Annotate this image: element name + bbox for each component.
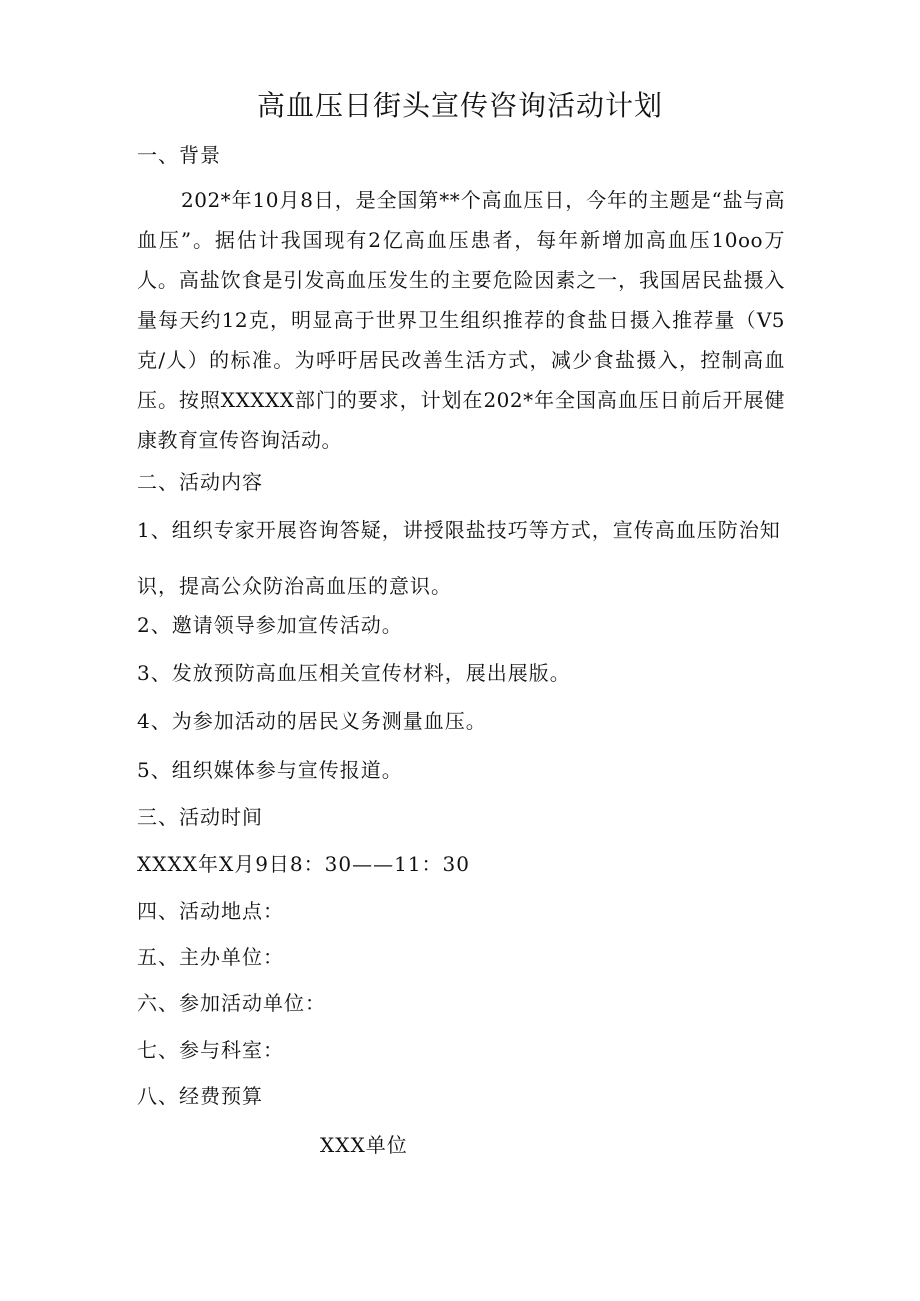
content-item-3: 3、发放预防高血压相关宣传材料，展出展版。	[137, 661, 571, 685]
activity-time-value: XXXX年X月9日8：30——11：30	[137, 852, 470, 876]
content-item-5: 5、组织媒体参与宣传报道。	[137, 758, 403, 782]
content-item-2: 2、邀请领导参加宣传活动。	[137, 613, 403, 637]
section-heading-participants: 六、参加活动单位：	[137, 991, 326, 1015]
section-heading-location: 四、活动地点：	[137, 899, 284, 923]
content-item-4: 4、为参加活动的居民义务测量血压。	[137, 709, 487, 733]
background-paragraph: 202*年10月8日，是全国第**个高血压日，今年的主题是“盐与高血压”。据估计我国现有2亿高血压患者，每年新增加高血压10oo万人。高盐饮食是引发高血压发生的主要危险因素之一，我国居民盐摄入量每天约12克，明显高于世界卫生组织推荐的食盐日摄入推荐量（V5克/人）的标准。为呼吁居民改善生活方式，减少食盐摄入，控制高血压。按照XXXXX部门的要求，计划在202*年全国高血压日前后开展健康教育宣传咨询活动。	[137, 188, 785, 452]
section-heading-background: 一、背景	[137, 143, 221, 167]
section-heading-content: 二、活动内容	[137, 470, 263, 494]
section-heading-departments: 七、参与科室：	[137, 1038, 284, 1062]
content-item-1: 1、组织专家开展咨询答疑，讲授限盐技巧等方式，宣传高血压防治知识，提高公众防治高血压的意识。	[137, 518, 781, 598]
signature-organization: XXX单位	[320, 1133, 408, 1157]
document-title: 高血压日街头宣传咨询活动计划	[256, 89, 663, 122]
section-heading-time: 三、活动时间	[137, 805, 263, 829]
section-heading-budget: 八、经费预算	[137, 1084, 263, 1108]
section-heading-host: 五、主办单位：	[137, 945, 284, 969]
